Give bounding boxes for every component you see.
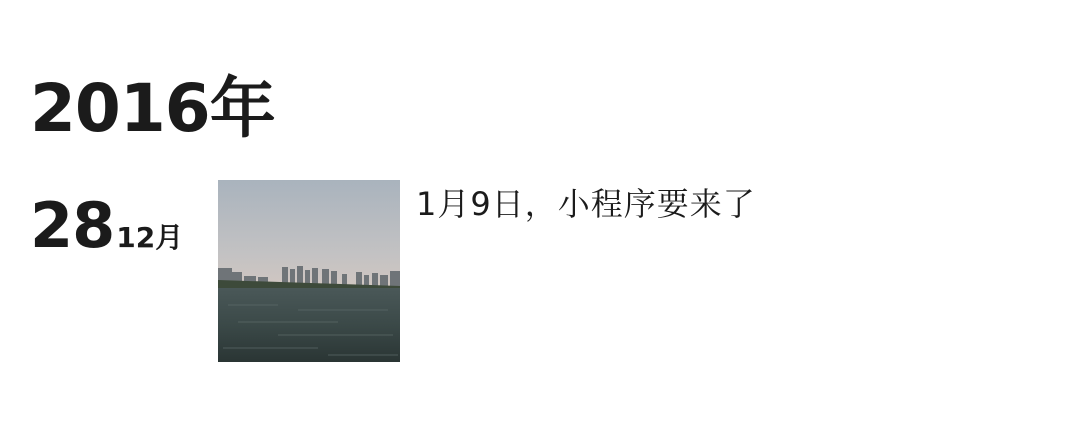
post-month: 12月 — [116, 221, 184, 254]
timeline-post[interactable] — [0, 180, 1080, 362]
year-heading: 2016年 — [30, 70, 275, 147]
post-day: 28 — [30, 189, 115, 262]
post-photo-thumbnail[interactable] — [218, 180, 400, 362]
post-text[interactable]: 1月9日，小程序要来了 — [416, 185, 756, 223]
post-date — [30, 186, 183, 266]
